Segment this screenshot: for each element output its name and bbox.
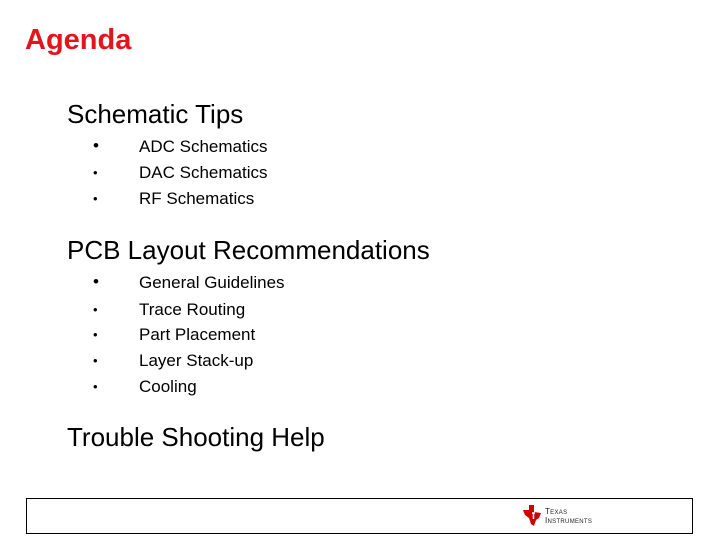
texas-instruments-logo bbox=[522, 505, 592, 527]
bullet: • bbox=[93, 165, 98, 180]
logo-line-1: Texas bbox=[545, 507, 568, 516]
list-item: Layer Stack-up bbox=[139, 351, 254, 370]
footer-bar bbox=[26, 498, 693, 534]
bullet: • bbox=[93, 379, 98, 394]
bullet: • bbox=[93, 302, 98, 317]
ti-state-icon bbox=[522, 505, 542, 527]
list-item: RF Schematics bbox=[139, 189, 255, 208]
bullet: • bbox=[93, 353, 98, 368]
list-item: ADC Schematics bbox=[139, 137, 268, 156]
bullet: • bbox=[93, 272, 99, 291]
list-item: Trace Routing bbox=[139, 300, 246, 319]
list-item: DAC Schematics bbox=[139, 163, 268, 182]
slide-title: Agenda bbox=[25, 24, 132, 56]
list-item: General Guidelines bbox=[139, 273, 285, 292]
bullet: • bbox=[93, 327, 98, 342]
bullet: • bbox=[93, 136, 99, 155]
section-heading: Trouble Shooting Help bbox=[67, 422, 325, 452]
logo-line-2: Instruments bbox=[545, 516, 593, 525]
section-heading: Schematic Tips bbox=[67, 99, 244, 129]
section-heading: PCB Layout Recommendations bbox=[67, 235, 430, 265]
list-item: Part Placement bbox=[139, 325, 256, 344]
list-item: Cooling bbox=[139, 377, 197, 396]
bullet: • bbox=[93, 191, 98, 206]
